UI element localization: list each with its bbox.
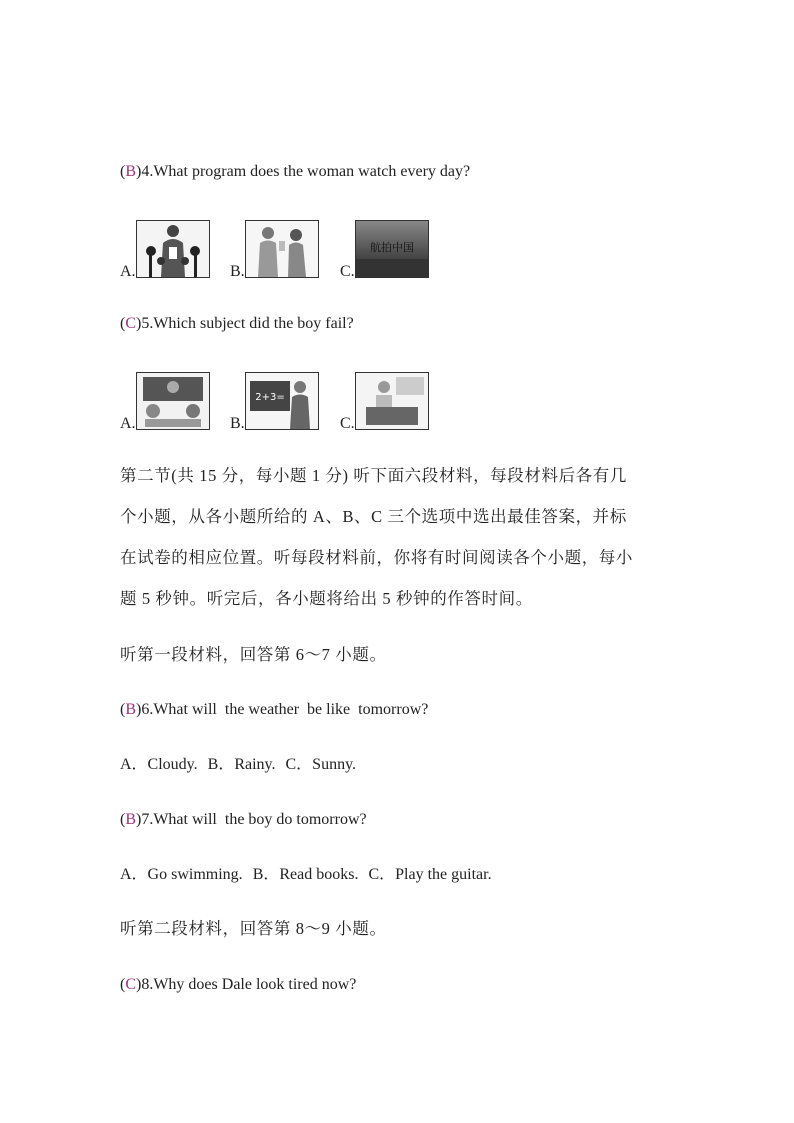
paren-open: ( xyxy=(120,701,126,718)
section2-line-4: 题 5 秒钟。听完后，各小题将给出 5 秒钟的作答时间。 xyxy=(120,589,533,608)
answer-mark: B xyxy=(125,163,136,180)
option-c[interactable] xyxy=(340,220,429,278)
question-text: )6.What will the weather be like tomorrow? xyxy=(136,701,429,718)
option-label: A. xyxy=(120,263,136,280)
choice-a[interactable]: A．Cloudy. xyxy=(120,756,198,773)
option-b[interactable] xyxy=(230,372,319,430)
passage-1-intro: 听第一段材料，回答第 6～7 小题。 xyxy=(120,645,387,664)
passage-2-intro: 听第二段材料，回答第 8～9 小题。 xyxy=(120,919,387,938)
option-label: B. xyxy=(230,415,245,432)
section2-line-1: 第二节(共 15 分，每小题 1 分) 听下面六段材料，每段材料后各有几 xyxy=(120,466,627,485)
question-text: )8.Why does Dale look tired now? xyxy=(136,976,357,993)
board-text: 2+3= xyxy=(254,392,285,403)
choice-c[interactable]: C．Play the guitar. xyxy=(368,866,492,883)
section2-line-2: 个小题，从各小题所给的 A、B、C 三个选项中选出最佳答案，并标 xyxy=(120,507,627,526)
math-teacher-blackboard-image xyxy=(245,372,319,430)
option-b[interactable] xyxy=(230,220,319,278)
question-text: )5.Which subject did the boy fail? xyxy=(136,315,354,332)
press-conference-image xyxy=(136,220,210,278)
answer-mark: C xyxy=(125,315,136,332)
option-label: C. xyxy=(340,263,355,280)
science-lab-teacher-image xyxy=(355,372,429,430)
paren-open: ( xyxy=(120,811,126,828)
question-5 xyxy=(120,314,354,334)
answer-mark: B xyxy=(125,811,136,828)
option-c[interactable] xyxy=(340,372,429,430)
paren-open: ( xyxy=(120,163,126,180)
choice-b[interactable]: B．Rainy. xyxy=(207,756,276,773)
option-a[interactable] xyxy=(120,220,210,278)
paren-open: ( xyxy=(120,315,126,332)
choice-b[interactable]: B．Read books. xyxy=(252,866,359,883)
banner-text: 航拍中国 xyxy=(369,241,414,254)
paren-open: ( xyxy=(120,976,126,993)
documentary-banner-image xyxy=(355,220,429,278)
classroom-teacher-kids-image xyxy=(136,372,210,430)
choice-c[interactable]: C．Sunny. xyxy=(285,756,357,773)
answer-mark: B xyxy=(125,701,136,718)
question-7-choices xyxy=(120,865,498,885)
couple-talking-image xyxy=(245,220,319,278)
answer-mark: C xyxy=(125,976,136,993)
question-text: )4.What program does the woman watch every day? xyxy=(136,163,471,180)
choice-a[interactable]: A．Go swimming. xyxy=(120,866,243,883)
question-7 xyxy=(120,810,367,830)
option-a[interactable] xyxy=(120,372,210,430)
option-label: A. xyxy=(120,415,136,432)
option-label: C. xyxy=(340,415,355,432)
question-8 xyxy=(120,975,356,995)
question-text: )7.What will the boy do tomorrow? xyxy=(136,811,367,828)
question-4 xyxy=(120,162,470,182)
section2-line-3: 在试卷的相应位置。听每段材料前，你将有时间阅读各个小题，每小 xyxy=(120,548,633,567)
option-label: B. xyxy=(230,263,245,280)
question-6 xyxy=(120,700,428,720)
question-6-choices xyxy=(120,755,362,775)
